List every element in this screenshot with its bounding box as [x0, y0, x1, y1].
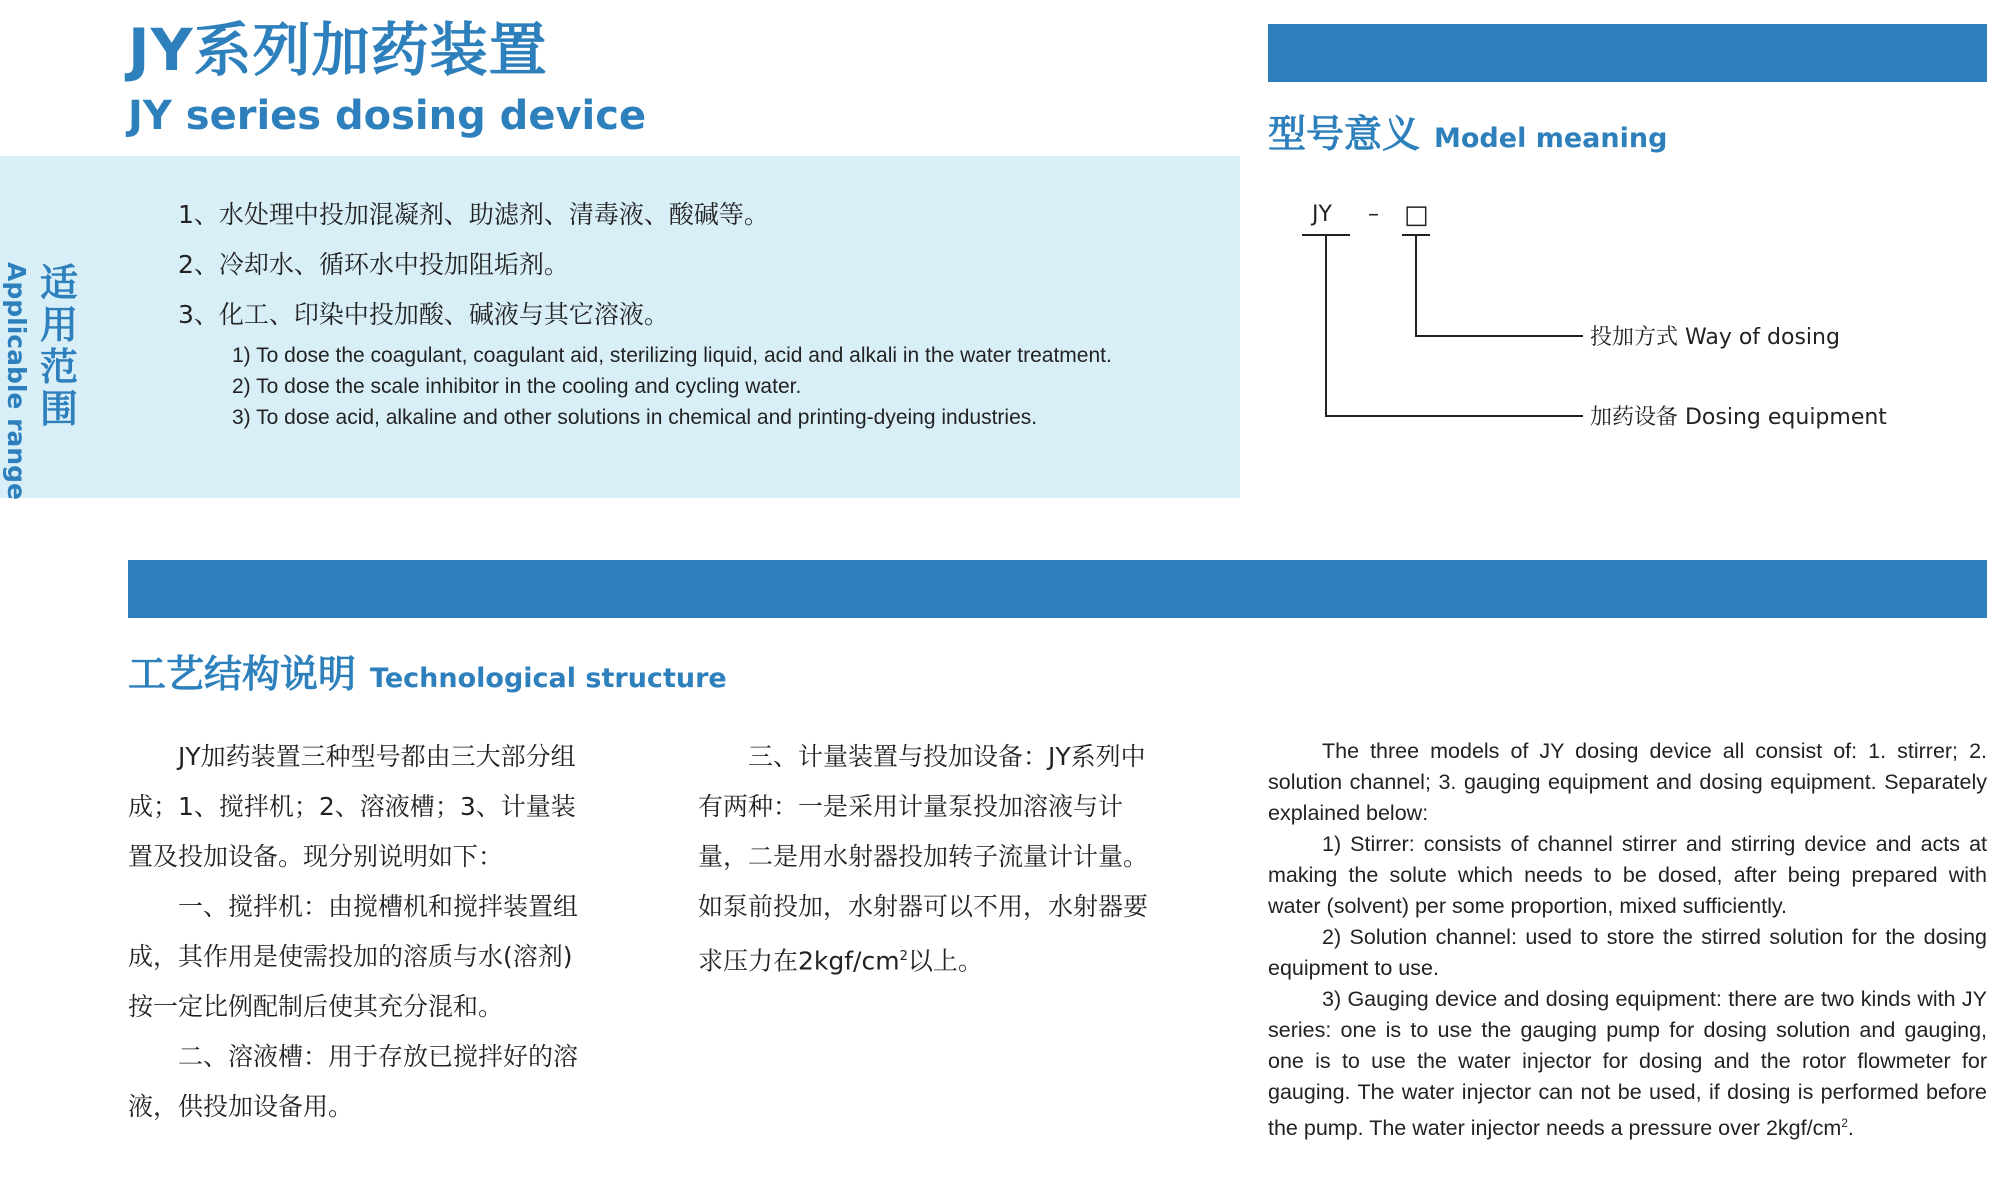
model-code-diagram [1290, 196, 1890, 436]
connector-line [1415, 335, 1583, 337]
paragraph: 2) Solution channel: used to store the stirred solution for the dosing equipment to use. [1268, 925, 1987, 980]
list-item: 3、化工、印染中投加酸、碱液与其它溶液。 [178, 300, 669, 329]
tech-column-2 [698, 732, 1166, 986]
section-bar-middle [128, 560, 1987, 618]
applicable-side-label-en: Applicable range [2, 262, 31, 500]
paragraph: 一、搅拌机：由搅槽机和搅拌装置组成，其作用是使需投加的溶质与水(溶剂)按一定比例配制后使其充分混和。 [128, 892, 579, 1021]
tech-column-en [1268, 736, 1987, 1144]
paragraph: 三、计量装置与投加设备：JY系列中有两种：一是采用计量泵投加溶液与计量，二是用水射器投加转子流量计计量。如泵前投加，水射器可以不用，水射器要求压力在$2kgf/cm^2$以上。 [698, 742, 1149, 976]
side-char: 适用范围 [39, 261, 78, 431]
applicable-list-cn [178, 190, 1178, 340]
model-meaning-heading: 型号意义 Model meaning [1268, 112, 1668, 156]
model-code-dash: – [1368, 202, 1379, 227]
applicable-side-label-cn [34, 262, 84, 430]
page-title-cn: JY系列加药装置 [128, 16, 548, 84]
model-code-box: □ [1404, 200, 1429, 230]
model-code-prefix: JY [1312, 202, 1332, 227]
list-item: 2、冷却水、循环水中投加阻垢剂。 [178, 250, 569, 279]
list-item: 1、水处理中投加混凝剂、助滤剂、清毒液、酸碱等。 [178, 200, 769, 229]
connector-line [1325, 236, 1327, 416]
list-item: 2) To dose the scale inhibitor in the cooling and cycling water. [232, 375, 802, 398]
list-item: 1) To dose the coagulant, coagulant aid, sterilizing liquid, acid and alkali in the water treatment. [232, 344, 1112, 367]
connector-line [1415, 236, 1417, 336]
page-title-en: JY series dosing device [128, 93, 647, 139]
paragraph: 3) Gauging device and dosing equipment: there are two kinds with JY series: one is to use the gauging pump for dosing solution and gauging, one is to use the water injector for dosing and the rotor flowmeter for gauging. The water injector can not be used, if dosing is performed before the pump. The water injector needs a pressure over $2kgf/cm^2$. [1268, 987, 1987, 1141]
paragraph: The three models of JY dosing device all consist of: 1. stirrer; 2. solution channel; 3. gauging equipment and dosing equipment. Separately explained below: [1268, 739, 1987, 825]
applicable-list-en [178, 340, 1163, 433]
label-dosing-equipment: 加药设备 Dosing equipment [1590, 405, 1887, 430]
connector-line [1325, 415, 1583, 417]
paragraph: 二、溶液槽：用于存放已搅拌好的溶液，供投加设备用。 [128, 1042, 579, 1121]
label-way-of-dosing: 投加方式 Way of dosing [1590, 325, 1840, 350]
paragraph: 1) Stirrer: consists of channel stirrer and stirring device and acts at making the solute which needs to be dosed, after being prepared with water (solvent) per some proportion, mixed sufficiently. [1268, 832, 1987, 918]
paragraph: JY加药装置三种型号都由三大部分组成；1、搅拌机；2、溶液槽；3、计量装置及投加设备。现分别说明如下： [128, 742, 576, 871]
tech-column-1 [128, 732, 596, 1132]
tech-structure-heading: 工艺结构说明 Technological structure [128, 652, 727, 696]
section-bar-top [1268, 24, 1987, 82]
list-item: 3) To dose acid, alkaline and other solutions in chemical and printing-dyeing industries. [232, 406, 1038, 429]
